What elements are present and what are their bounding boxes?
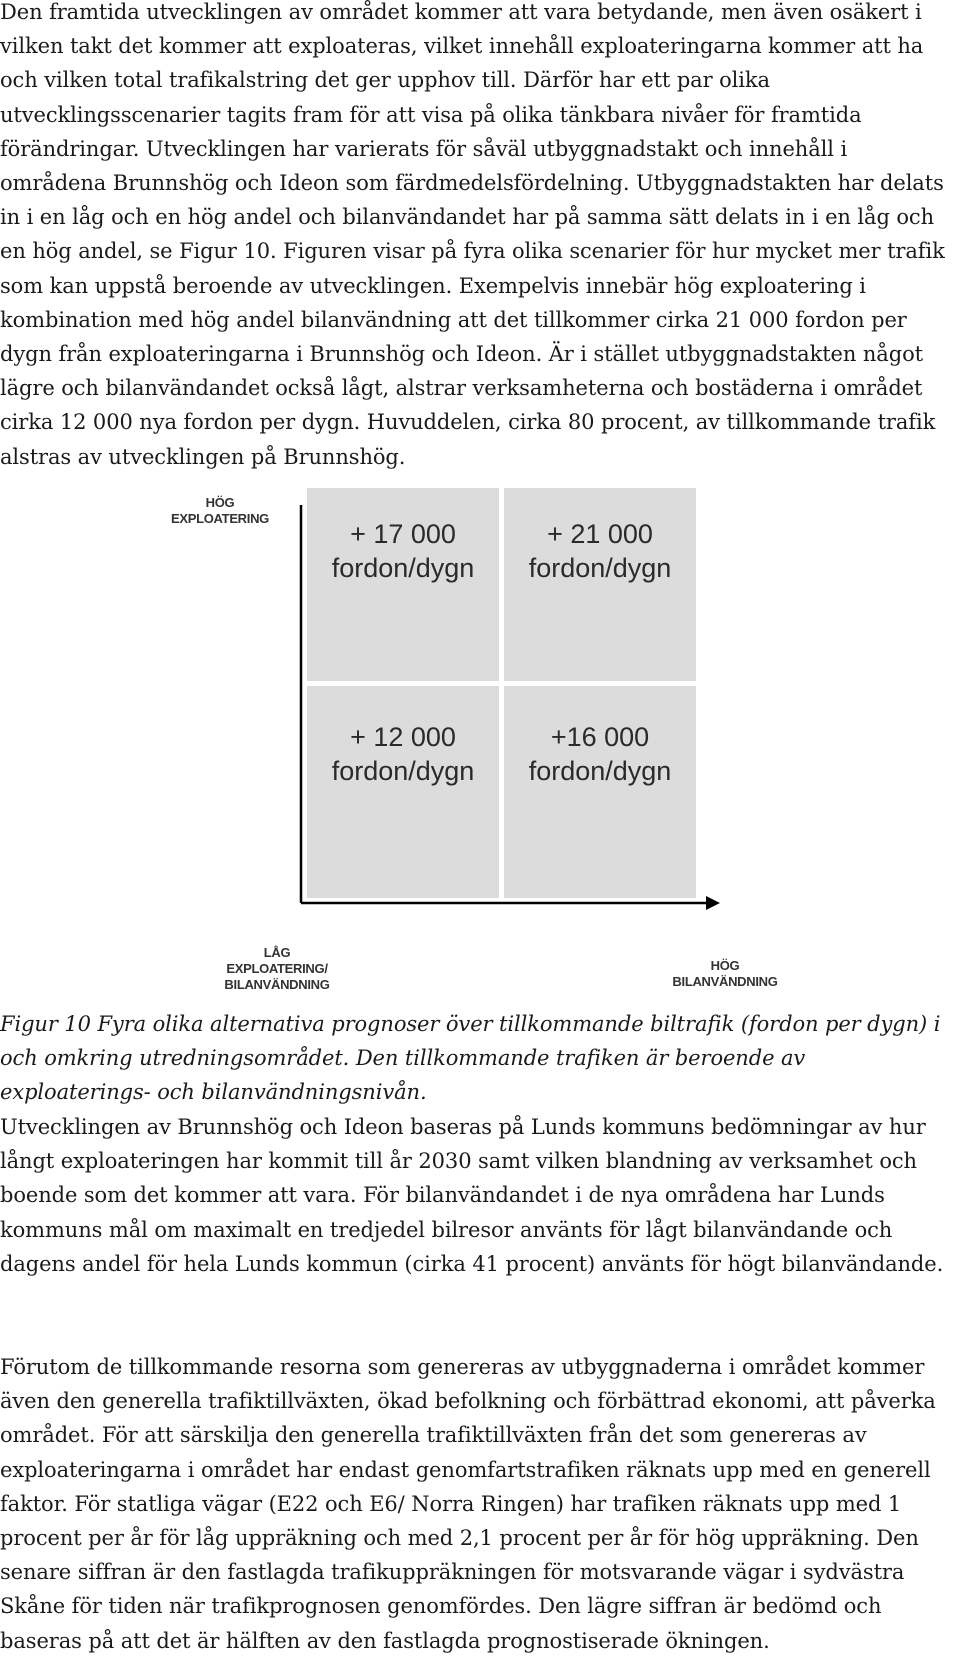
figure-caption: Figur 10 Fyra olika alternativa prognoser över tillkommande biltrafik (fordon per dygn) i och omkring utredningsområdet. Den tillkommande trafiken är beroende av exploaterings- och bilanvändningsnivån. (0, 1012, 941, 1104)
origin-label (214, 945, 340, 993)
quadrant-top-left-unit: fordon/dygn (331, 553, 475, 583)
x-axis-arrowhead (706, 896, 720, 910)
quadrant-top-right-value: + 21 000 (547, 519, 653, 549)
body-paragraph-1: Den framtida utvecklingen av området kommer att vara betydande, men även osäkert i vilken takt det kommer att exploateras, vilket innehåll exploateringarna kommer att ha och vilken total trafikalstring det ger upphov till. Därför har ett par olika utvecklingsscenarier tagits fram för att visa på olika tänkbara nivåer för framtida förändringar. Utvecklingen har varierats för såväl utbyggnadstakt och innehåll i områdena Brunnshög och Ideon som färdmedelsfördelning. Utbyggnadstakten har delats in i en låg och en hög andel och bilanvändandet har på samma sätt delats in i en låg och en hög andel, se Figur 10. Figuren visar på fyra olika scenarier för hur mycket mer trafik som kan uppstå beroende av utvecklingen. Exempelvis innebär hög exploatering i kombination med hög andel bilanvändning att det tillkommer cirka 21 000 fordon per dygn från exploateringarna i Brunnshög och Ideon. Är i stället utbyggnadstakten något lägre och bilanvändandet också lågt, alstrar verksamheterna och bostäderna i området cirka 12 000 nya fordon per dygn. Huvuddelen, cirka 80 procent, av tillkommande trafik alstras av utvecklingen på Brunnshög. (0, 0, 945, 469)
x-axis-right-label (655, 958, 795, 990)
scenario-figure (0, 495, 960, 1005)
y-axis-top-label-line2: EXPLOATERING (170, 511, 269, 526)
y-axis-top-label-line1: HÖG (205, 495, 235, 510)
quadrant-top-left-value: + 17 000 (350, 519, 456, 549)
quadrant-bottom-right-unit: fordon/dygn (528, 756, 672, 786)
origin-label-line2: EXPLOATERING/ (226, 961, 328, 976)
origin-label-line1: LÅG (263, 945, 291, 960)
x-axis-right-label-line2: BILANVÄNDNING (672, 974, 778, 989)
quadrant-bottom-right-value: +16 000 (550, 722, 650, 752)
quadrant-bottom-left-value: + 12 000 (350, 722, 456, 752)
body-paragraph-3: Förutom de tillkommande resorna som genereras av utbyggnaderna i området kommer även den generella trafiktillväxten, ökad befolkning och förbättrad ekonomi, att påverka området. För att särskilja den generella trafiktillväxten från det som genereras av exploateringarna i området har endast genomfartstrafiken räknats upp med en generell faktor. För statliga vägar (E22 och E6/ Norra Ringen) har trafiken räknats upp med 1 procent per år för låg uppräkning och med 2,1 procent per år för hög uppräkning. Den senare siffran är den fastlagda trafikuppräkningen för motsvarande vägar i sydvästra Skåne för tiden när trafikprognosen genomfördes. Den lägre siffran är bedömd och baseras på att det är hälften av den fastlagda prognostiserade ökningen. (0, 1355, 936, 1653)
quadrant-top-right-unit: fordon/dygn (528, 553, 672, 583)
origin-label-line3: BILANVÄNDNING (224, 977, 330, 992)
quadrant-bottom-left (307, 686, 499, 898)
quadrant-top-right (504, 488, 696, 681)
quadrant-top-left (307, 488, 499, 681)
quadrant-bottom-left-unit: fordon/dygn (331, 756, 475, 786)
x-axis-right-label-line1: HÖG (710, 958, 740, 973)
quadrant-bottom-right (504, 686, 696, 898)
body-paragraph-2: Utvecklingen av Brunnshög och Ideon baseras på Lunds kommuns bedömningar av hur långt exploateringen har kommit till år 2030 samt vilken blandning av verksamhet och boende som det kommer att vara. För bilanvändandet i de nya områdena har Lunds kommuns mål om maximalt en tredjedel bilresor använts för lågt bilanvändande och dagens andel för hela Lunds kommun (cirka 41 procent) använts för högt bilanvändande. (0, 1115, 944, 1276)
